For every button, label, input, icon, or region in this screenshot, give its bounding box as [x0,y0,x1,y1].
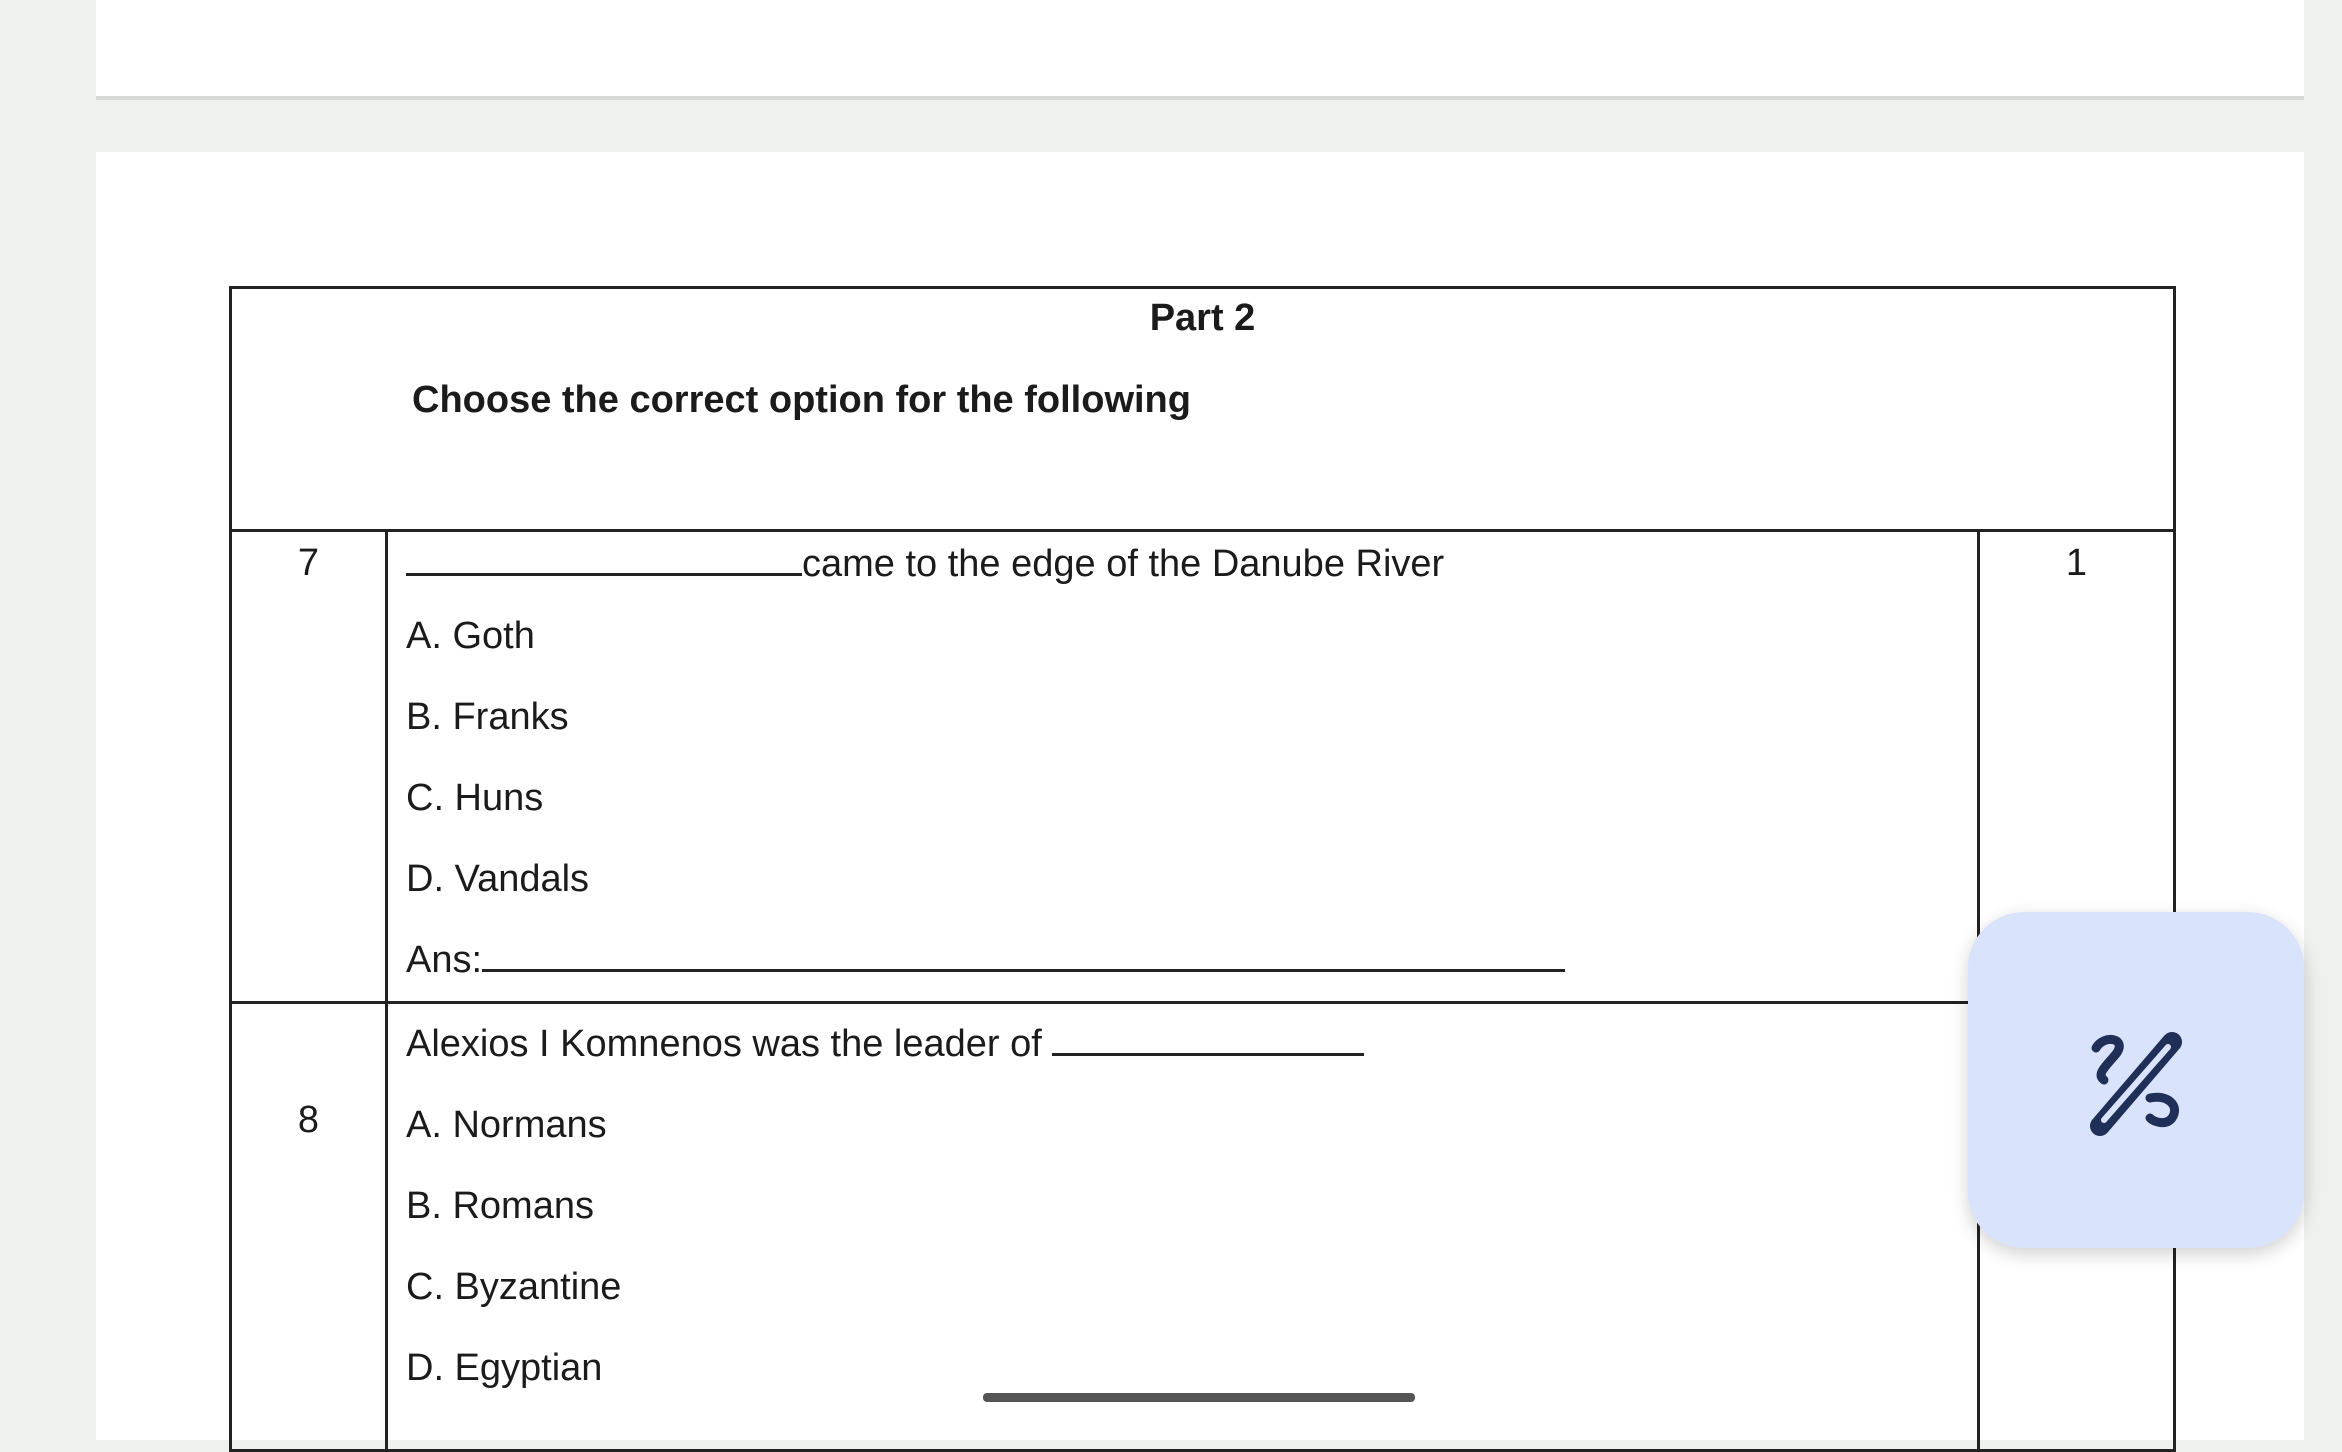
question-row-8 [231,1003,2175,1451]
question-row-7 [231,531,2175,1003]
question-stem [406,532,1977,596]
answer-label: Ans: [406,939,483,981]
document-page [96,152,2304,1440]
option-a: A. Normans [406,1104,607,1146]
question-stem [406,1004,1977,1085]
option-c: C. Huns [406,777,544,819]
page-break-indicator [983,1393,1415,1402]
question-table [229,286,2176,1452]
option-b: B. Franks [406,696,569,738]
option-d: D. Vandals [406,858,590,900]
fill-blank [406,537,802,576]
handwriting-button[interactable] [1968,912,2304,1248]
question-body [387,1003,1979,1451]
header-cell [231,288,2175,531]
previous-page [96,0,2304,100]
option-c: C. Byzantine [406,1266,622,1308]
handwriting-pen-icon [2076,1020,2196,1140]
option-d: D. Egyptian [406,1347,603,1389]
part-title: Part 2 [1149,297,1256,339]
marks-value: 1 [1979,531,2175,1003]
question-number: 7 [231,531,387,1003]
question-number: 8 [231,1003,387,1451]
option-a: A. Goth [406,615,535,657]
option-b: B. Romans [406,1185,594,1227]
answer-blank [482,933,1565,972]
question-text: Alexios I Komnenos was the leader of [406,1023,1042,1065]
question-text: came to the edge of the Danube River [802,543,1445,585]
question-body [387,531,1979,1003]
instruction-text: Choose the correct option for the following [412,379,1191,421]
fill-blank [1052,1017,1364,1056]
answer-line [406,920,1977,1001]
